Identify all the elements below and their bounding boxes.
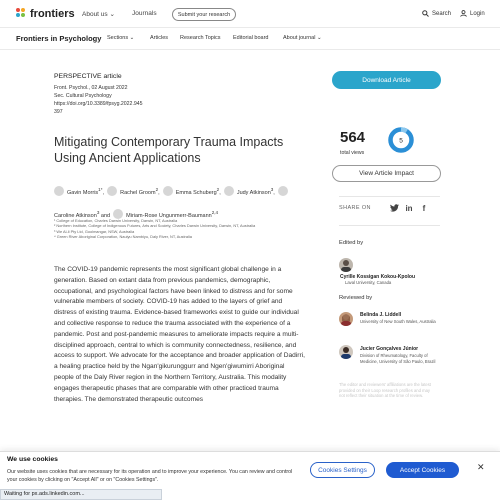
chevron-down-icon: ⌄: [109, 11, 115, 18]
author-avatar: [224, 186, 234, 196]
login-label: Login: [470, 10, 485, 17]
cookie-description: Our website uses cookies that are necessary for its operation and to improve your experience. You can review and control your cookies by clicking on "Accept All" or on "Cookies Settings".: [7, 469, 293, 484]
author-affiliation-sup: 2: [155, 187, 159, 192]
editor-name[interactable]: Cyrille Kossigan Kokou-Kpolou: [340, 274, 416, 280]
reviewer-avatar[interactable]: [339, 345, 353, 359]
author-list: Gavin Morris$^{1*}$, Rachel Groom$^2$, Emma Schuberg$^2$, Judy Atkinson$^3$, Caroline Atkinson$^3$ and Miriam-Rose Ungunmerr-Baumann$^{2,4}$: [54, 180, 300, 226]
linkedin-icon[interactable]: in: [405, 203, 413, 213]
share-on-label: SHARE ON: [339, 205, 371, 211]
journal-nav-sections[interactable]: [107, 35, 134, 41]
author-name[interactable]: [120, 187, 159, 196]
journal-title[interactable]: Frontiers in Psychology: [16, 34, 102, 43]
twitter-icon[interactable]: [389, 203, 399, 213]
reviewer-name[interactable]: Belinda J. Liddell: [360, 312, 402, 318]
author-name[interactable]: [67, 187, 103, 196]
reviewer-name[interactable]: Jucier Gonçalves Júnior: [360, 346, 419, 352]
author-name-text: Rachel Groom: [120, 189, 156, 196]
article-type: PERSPECTIVE article: [54, 73, 122, 80]
browser-status-bar: Waiting for px.ads.linkedin.com...: [0, 489, 162, 500]
editor-affiliation: Laval University, Canada: [345, 280, 392, 285]
journal-nav-about-journal[interactable]: [283, 35, 322, 41]
nav-about-us[interactable]: [82, 10, 115, 18]
login-button[interactable]: [460, 10, 485, 17]
cookies-settings-button[interactable]: Cookies Settings: [310, 462, 375, 478]
journal-nav-about-journal-label: About journal: [283, 35, 316, 41]
facebook-icon[interactable]: f: [422, 203, 426, 213]
frontiers-logo-text: frontiers: [30, 8, 75, 20]
author-affiliation-sup: 2,4: [211, 209, 219, 215]
journal-nav-research-topics[interactable]: Research Topics: [180, 35, 221, 41]
author-avatar: [107, 186, 117, 196]
chevron-down-icon: ⌄: [316, 35, 322, 41]
reviewer-affiliation: University of New South Wales, Australia: [360, 319, 436, 324]
author-affiliation-sup: 3: [96, 209, 100, 215]
journal-citation[interactable]: Front. Psychol., 02 August 2022: [54, 85, 128, 91]
journal-nav-articles[interactable]: Articles: [150, 35, 169, 41]
affiliation-item: ³ We Al-li Pty Ltd, Goolmangar, NSW, Australia: [54, 228, 135, 234]
view-article-impact-button[interactable]: View Article Impact: [332, 165, 441, 182]
user-icon: [460, 10, 467, 17]
article-abstract: The COVID-19 pandemic represents the most significant global challenge in a generation. Based on extant data from previous pandemics, demographic, occupational, and psychological factors have been linked to distress and for some vulnerable members of society. COVID-19 has added to the layers of grief and distress of existing trauma. Evidence-based frameworks exist to guide our individual and collective response to reduce the trauma associated with the experience of a pandemic. Post and post-pandemic measures to ameliorate impacts require a multi-disciplined approach, central to which is community connectedness, resilience, and access to support. We advocate for the acceptance and broader application of Dadirri, a healing practice held by the Ngan'gikurunggurr and Ngen'giwumirri Aboriginal people of the Daly River region in the Northern Territory, Australia. This modality engages therapeutic phases that are comparable with other practiced trauma therapies. The demonstrated therapeutic outcomes: [54, 266, 305, 403]
reviewed-by-label: Reviewed by: [339, 295, 373, 301]
total-views-count: 564: [340, 129, 366, 146]
author-name-text: Emma Schuberg: [175, 189, 217, 196]
author-affiliation-sup: 1*: [98, 187, 103, 192]
editor-avatar[interactable]: [339, 258, 353, 272]
journal-nav-sections-label: Sections: [107, 35, 129, 41]
submit-research-button[interactable]: Submit your research: [172, 8, 236, 21]
author-name[interactable]: [236, 187, 274, 196]
reviewer-affiliation: Division of Rheumatology, Faculty of Medicine, University of São Paulo, Brazil: [360, 353, 436, 364]
donut-ring-icon: [388, 127, 414, 153]
accept-cookies-button[interactable]: Accept Cookies: [386, 462, 459, 478]
author-name-text: Miriam-Rose Ungunmerr-Baumann: [126, 212, 212, 219]
nav-about-us-label: About us: [82, 11, 108, 18]
affiliation-item: ² Northern Institute, College of Indigenous Futures, Arts and Society, Charles Darwin University, Darwin, NT, Australia: [54, 223, 256, 229]
divider: [339, 225, 440, 226]
download-article-button[interactable]: Download Article: [332, 71, 441, 89]
nav-journals[interactable]: Journals: [132, 10, 157, 17]
author-name-text: Caroline Atkinson: [54, 212, 97, 219]
reviewer-avatar[interactable]: [339, 312, 353, 326]
affiliation-disclaimer: The editor and reviewers' affiliations are the latest provided on their Loop research profiles and may not reflect their situation at the time of review.: [339, 382, 431, 398]
article-section[interactable]: Sec. Cultural Psychology: [54, 93, 112, 99]
author-name-text: Judy Atkinson: [236, 189, 271, 196]
doi-link[interactable]: https://doi.org/10.3389/fpsyg.2022.945: [54, 101, 143, 107]
author-avatar: [278, 186, 288, 196]
author-affiliation-sup: 2: [216, 187, 220, 192]
total-views-label: total views: [340, 150, 365, 156]
affiliation-item: ⁴ Green River Aboriginal Corporation, Nauiyu Nambiyu, Daly River, NT, Australia: [54, 234, 192, 240]
donut-score: 5: [399, 137, 403, 145]
article-title: Mitigating Contemporary Trauma Impacts Using Ancient Applications: [54, 135, 284, 165]
author-avatar: [54, 186, 64, 196]
altmetric-donut[interactable]: [388, 127, 414, 153]
frontiers-logo-icon: [16, 8, 28, 20]
divider: [339, 196, 440, 197]
cookie-title: We use cookies: [7, 456, 58, 463]
journal-nav-editorial-board[interactable]: Editorial board: [233, 35, 269, 41]
author-affiliation-sup: 3: [270, 187, 274, 192]
close-icon[interactable]: ✕: [477, 462, 485, 472]
author-name[interactable]: [175, 187, 220, 196]
authors-and: and: [100, 212, 111, 219]
affiliation-item: ¹ College of Education, Charles Darwin University, Darwin, NT, Australia: [54, 218, 178, 223]
edited-by-label: Edited by: [339, 240, 364, 246]
search-label: Search: [432, 10, 452, 17]
doi-link-continued[interactable]: 397: [54, 109, 63, 115]
frontiers-logo[interactable]: [16, 8, 75, 20]
search-button[interactable]: [422, 10, 451, 17]
author-name-text: Gavin Morris: [67, 189, 99, 196]
author-avatar: [163, 186, 173, 196]
search-icon: [422, 10, 429, 17]
chevron-down-icon: ⌄: [129, 35, 135, 41]
affiliations: [54, 218, 304, 240]
